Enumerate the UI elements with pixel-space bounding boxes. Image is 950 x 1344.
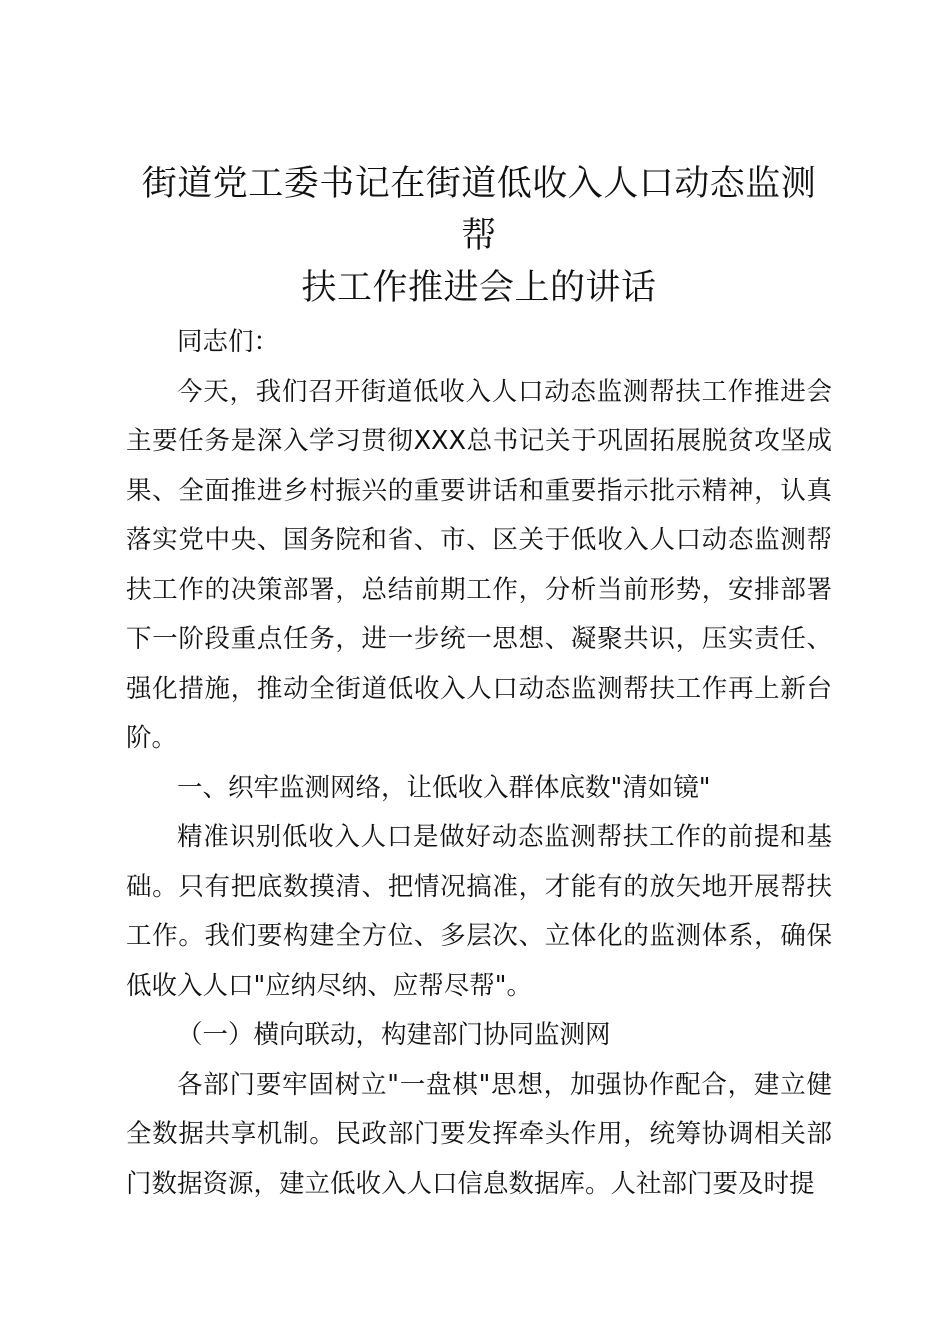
intro-paragraph: 今天，我们召开街道低收入人口动态监测帮扶工作推进会主要任务是深入学习贯彻XXX总书记关于巩固拓展脱贫攻坚成果、全面推进乡村振兴的重要讲话和重要指示批示精神，认真落实党中央、国务院和省、市、区关于低收入人口动态监测帮扶工作的决策部署，总结前期工作，分析当前形势，安排部署下一阶段重点任务，进一步统一思想、凝聚共识，压实责任、强化措施，推动全街道低收入人口动态监测帮扶工作再上新台阶。	[126, 376, 832, 753]
section-heading-1: 一、织牢监测网络，让低收入群体底数"清如镜"	[177, 772, 711, 803]
title-line-2: 扶工作推进会上的讲话	[301, 268, 657, 308]
body-paragraph-1: 精准识别低收入人口是做好动态监测帮扶工作的前提和基础。只有把底数摸清、把情况搞准，才能有的放矢地开展帮扶工作。我们要构建全方位、多层次、立体化的监测体系，确保低收入人口"应纳尽纳、应帮尽帮"。	[126, 822, 832, 1001]
body-paragraph-2: 各部门要牢固树立"一盘棋"思想，加强协作配合，建立健全数据共享机制。民政部门要发挥牵头作用，统筹协调相关部门数据资源，建立低收入人口信息数据库。人社部门要及时提	[126, 1069, 832, 1199]
document-page	[126, 158, 832, 1209]
salutation: 同志们：	[177, 327, 280, 357]
subsection-heading-1: （一）横向联动，构建部门协同监测网	[177, 1020, 611, 1050]
document-title	[126, 158, 832, 314]
title-line-1: 街道党工委书记在街道低收入人口动态监测帮	[141, 164, 817, 256]
